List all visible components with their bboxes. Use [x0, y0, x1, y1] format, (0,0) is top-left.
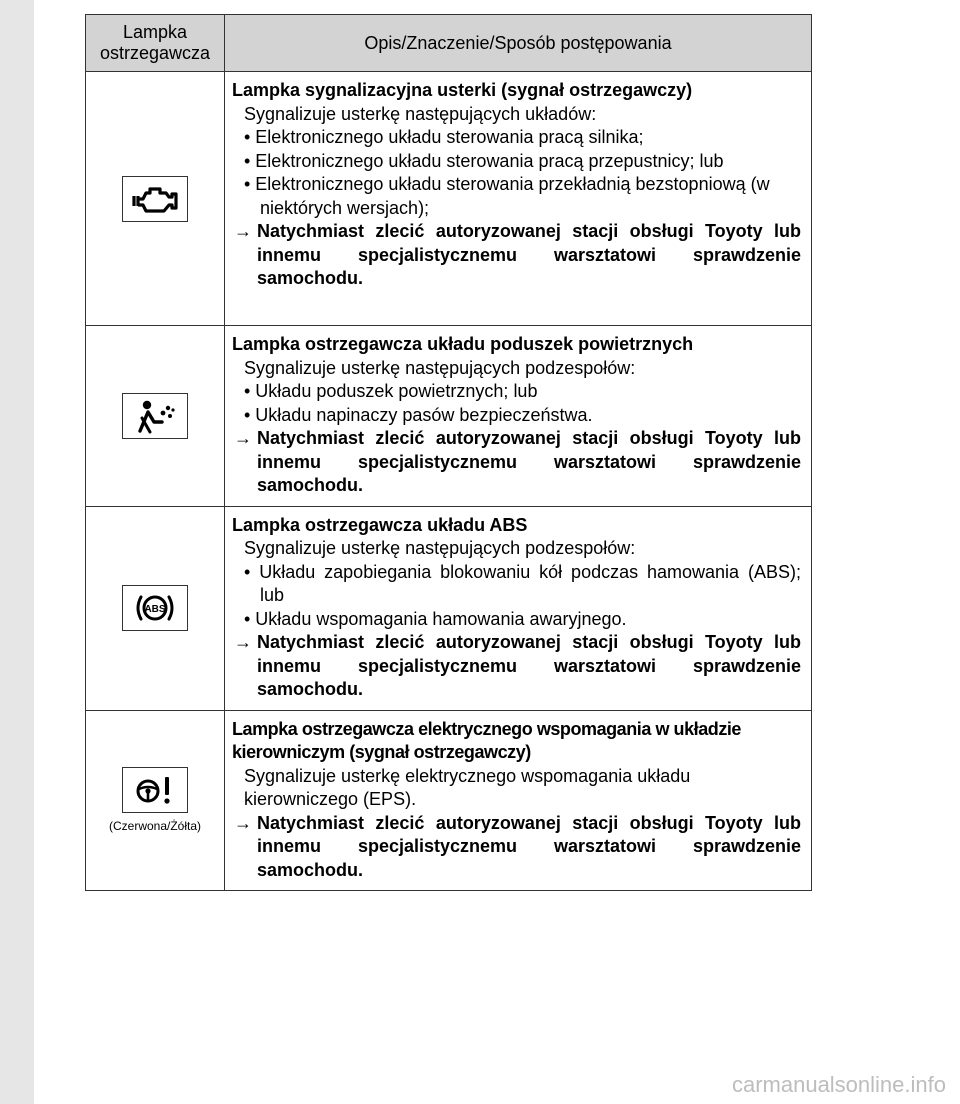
row-intro: Sygnalizuje usterkę następujących podzespołów:: [244, 357, 636, 378]
list-item: • Układu wspomagania hamowania awaryjnego.: [244, 608, 627, 629]
row-intro: Sygnalizuje usterkę elektrycznego wspomagania układu kierowniczego (EPS).: [244, 765, 691, 809]
eps-steering-icon: [122, 767, 188, 813]
action-text: Natychmiast zlecić autoryzowanej stacji obsługi Toyoty lub innemu specjalistycznemu warsztatowi sprawdzenie samochodu.: [257, 428, 801, 495]
row-intro: Sygnalizuje usterkę następujących układów:: [244, 103, 597, 124]
list-item: • Układu napinaczy pasów bezpieczeństwa.: [244, 404, 593, 425]
list-item: • Elektronicznego układu sterowania pracą silnika;: [244, 127, 644, 147]
list-item: • Układu zapobiegania blokowaniu kół podczas hamowania (ABS); lub: [244, 561, 801, 605]
row-title: Lampka ostrzegawcza elektrycznego wspomagania w układzie kierowniczym (sygnał ostrzegawczy): [232, 718, 741, 762]
header-warning-light: Lampka ostrzegawcza: [86, 15, 225, 72]
description-cell: [225, 506, 812, 710]
table-row: [86, 72, 812, 326]
watermark: carmanualsonline.info: [731, 1072, 946, 1097]
arrow-icon: →: [234, 221, 252, 241]
warning-lights-table: [85, 14, 812, 891]
table-row: [86, 506, 812, 710]
action-text: Natychmiast zlecić autoryzowanej stacji obsługi Toyoty lub innemu specjalistycznemu warsztatowi sprawdzenie samochodu.: [257, 812, 801, 880]
table-row: [86, 710, 812, 891]
row-title: Lampka sygnalizacyjna usterki (sygnał ostrzegawczy): [232, 80, 693, 100]
action-instruction: [232, 631, 801, 702]
icon-cell: [86, 506, 225, 710]
icon-cell: [86, 326, 225, 507]
row-title: Lampka ostrzegawcza układu poduszek powietrznych: [232, 334, 694, 354]
icon-cell: [86, 72, 225, 326]
description-cell: [225, 710, 812, 891]
row-intro: Sygnalizuje usterkę następujących podzespołów:: [244, 538, 636, 558]
action-instruction: [232, 812, 801, 883]
table-row: [86, 326, 812, 507]
action-instruction: [232, 427, 801, 498]
list-item: • Układu poduszek powietrznych; lub: [244, 381, 538, 401]
description-cell: [225, 326, 812, 507]
page-left-margin: [0, 0, 34, 1104]
action-instruction: [232, 220, 801, 291]
airbag-icon: [122, 393, 188, 439]
action-text: Natychmiast zlecić autoryzowanej stacji obsługi Toyoty lub innemu specjalistycznemu warsztatowi sprawdzenie samochodu.: [257, 221, 801, 288]
icon-color-caption: (Czerwona/Żółta): [108, 819, 202, 834]
arrow-icon: →: [234, 632, 252, 652]
arrow-icon: →: [234, 812, 252, 833]
description-cell: [225, 72, 812, 326]
list-item: • Elektronicznego układu sterowania pracą przepustnicy; lub: [244, 150, 724, 171]
engine-check-icon: [122, 176, 188, 222]
list-item: • Elektronicznego układu sterowania przekładnią bezstopniową (w niektórych wersjach);: [244, 174, 770, 218]
header-description: Opis/Znaczenie/Sposób postępowania: [225, 15, 812, 72]
row-title: Lampka ostrzegawcza układu ABS: [232, 514, 528, 535]
icon-cell: [86, 710, 225, 891]
action-text: Natychmiast zlecić autoryzowanej stacji obsługi Toyoty lub innemu specjalistycznemu warsztatowi sprawdzenie samochodu.: [257, 632, 801, 699]
arrow-icon: →: [234, 428, 252, 448]
table-header-row: [86, 15, 812, 72]
abs-icon-text: ABS: [144, 604, 166, 615]
abs-icon: [122, 585, 188, 631]
